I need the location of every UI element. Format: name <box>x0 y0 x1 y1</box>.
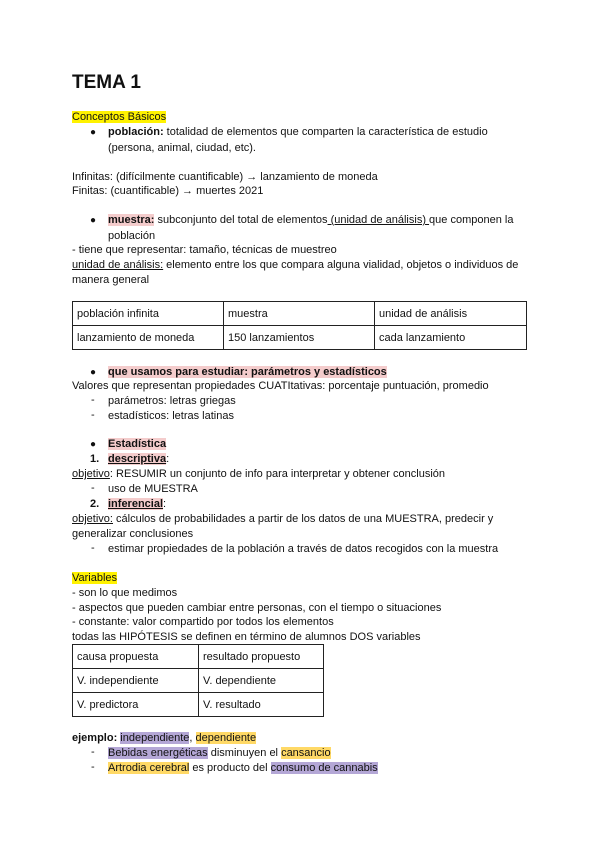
dash-icon: - <box>91 542 95 554</box>
definition-end: que componen la <box>429 214 514 226</box>
table-variables <box>72 644 324 717</box>
table-cell: unidad de análisis <box>375 302 527 326</box>
independiente-tag: independiente <box>120 732 190 744</box>
text: cálculos de probabilidades a partir de los datos de una MUESTRA, predecir y <box>112 513 494 525</box>
unidad-analisis-line-cont: manera general <box>72 274 150 286</box>
ejemplo-line <box>72 731 256 746</box>
ejemplo-item <box>108 746 331 761</box>
section-heading-conceptos <box>72 110 166 125</box>
table-cell: resultado propuesto <box>199 645 324 669</box>
page-title: TEMA 1 <box>72 72 141 93</box>
unidad-analisis-line <box>72 258 518 273</box>
bullet-icon: ● <box>90 439 97 450</box>
definition: totalidad de elementos que comparten la característica de estudio <box>163 126 488 138</box>
ejemplo-item <box>108 761 378 776</box>
definition-underlined: (unidad de análisis) <box>327 214 430 226</box>
table-row <box>73 326 527 350</box>
dash-icon: - <box>91 761 95 773</box>
poblacion-definition-cont: (persona, animal, ciudad, etc). <box>108 142 256 154</box>
descriptiva-label <box>108 452 169 467</box>
table-cell: cada lanzamiento <box>375 326 527 350</box>
table-cell: muestra <box>224 302 375 326</box>
table-cell: V. dependiente <box>199 669 324 693</box>
label: ejemplo: <box>72 732 118 744</box>
list-item: parámetros: letras griegas <box>108 395 236 407</box>
independent-var: Bebidas energéticas <box>108 747 208 759</box>
table-cell: V. predictora <box>73 693 199 717</box>
list-item: estimar propiedades de la población a través de datos recogidos con la muestra <box>108 543 499 555</box>
list-number: 2. <box>90 498 100 510</box>
objetivo-inferencial-cont: generalizar conclusiones <box>72 528 194 540</box>
table-row <box>73 669 324 693</box>
objetivo-descriptiva <box>72 467 445 482</box>
table-cell: V. resultado <box>199 693 324 717</box>
variables-line: - son lo que medimos <box>72 587 178 599</box>
section-heading-variables <box>72 571 117 586</box>
text: elemento entre los que compara alguna vialidad, objetos o individuos de <box>163 259 519 271</box>
estadistica-heading <box>108 437 166 452</box>
dependiente-tag: dependiente <box>195 732 257 744</box>
poblacion-definition <box>108 125 488 140</box>
term: descriptiva <box>108 453 167 465</box>
table-cell: lanzamiento de moneda <box>73 326 224 350</box>
bullet-icon: ● <box>90 127 97 138</box>
dash-icon: - <box>91 482 95 494</box>
dash-icon: - <box>91 746 95 758</box>
valores-line: Valores que representan propiedades CUATItativas: porcentaje puntuación, promedio <box>72 380 489 392</box>
connector: es producto del <box>189 762 271 774</box>
dash-icon: - <box>91 394 95 406</box>
muestra-definition-cont: población <box>108 230 156 242</box>
bullet-icon: ● <box>90 215 97 226</box>
bullet-icon: ● <box>90 367 97 378</box>
dependent-var: cansancio <box>281 747 331 759</box>
heading-text: que usamos para estudiar: parámetros y estadísticos <box>108 366 387 378</box>
connector: disminuyen el <box>207 747 282 759</box>
finitas-line: Finitas: (cuantificable) → muertes 2021 <box>72 185 264 197</box>
label: unidad de análisis: <box>72 259 164 271</box>
list-number: 1. <box>90 453 100 465</box>
variables-line: todas las HIPÓTESIS se definen en término de alumnos DOS variables <box>72 631 421 643</box>
muestra-definition <box>108 213 513 228</box>
objetivo-inferencial <box>72 512 493 527</box>
dependent-var: Artrodia cerebral <box>108 762 190 774</box>
variables-line: - aspectos que pueden cambiar entre personas, con el tiempo o situaciones <box>72 602 442 614</box>
inferencial-label <box>108 497 166 512</box>
table-row <box>73 645 324 669</box>
table-cell: V. independiente <box>73 669 199 693</box>
table-row <box>73 302 527 326</box>
dash-icon: - <box>91 409 95 421</box>
list-item: uso de MUESTRA <box>108 483 198 495</box>
text: : RESUMIR un conjunto de info para interpretar y obtener conclusión <box>109 468 445 480</box>
table-cell: 150 lanzamientos <box>224 326 375 350</box>
table-cell: causa propuesta <box>73 645 199 669</box>
colon: : <box>163 498 167 510</box>
label: objetivo <box>72 468 110 480</box>
table-row <box>73 693 324 717</box>
separator: , <box>189 732 196 744</box>
term: muestra: <box>108 214 155 226</box>
parametros-heading <box>108 365 387 380</box>
definition: subconjunto del total de elementos <box>154 214 328 226</box>
term: población: <box>108 126 164 138</box>
heading-text: Conceptos Básicos <box>72 111 167 123</box>
colon: : <box>166 453 170 465</box>
table-poblacion-muestra <box>72 301 527 350</box>
label: objetivo: <box>72 513 113 525</box>
infinitas-line: Infinitas: (difícilmente cuantificable) → lanzamiento de moneda <box>72 171 378 183</box>
heading-text: Variables <box>72 572 118 584</box>
list-item: estadísticos: letras latinas <box>108 410 234 422</box>
variables-line: - constante: valor compartido por todos los elementos <box>72 616 334 628</box>
heading-text: Estadística <box>108 438 167 450</box>
term: inferencial <box>108 498 164 510</box>
table-cell: población infinita <box>73 302 224 326</box>
tiene-que-line: - tiene que representar: tamaño, técnicas de muestreo <box>72 244 337 256</box>
independent-var: consumo de cannabis <box>270 762 378 774</box>
